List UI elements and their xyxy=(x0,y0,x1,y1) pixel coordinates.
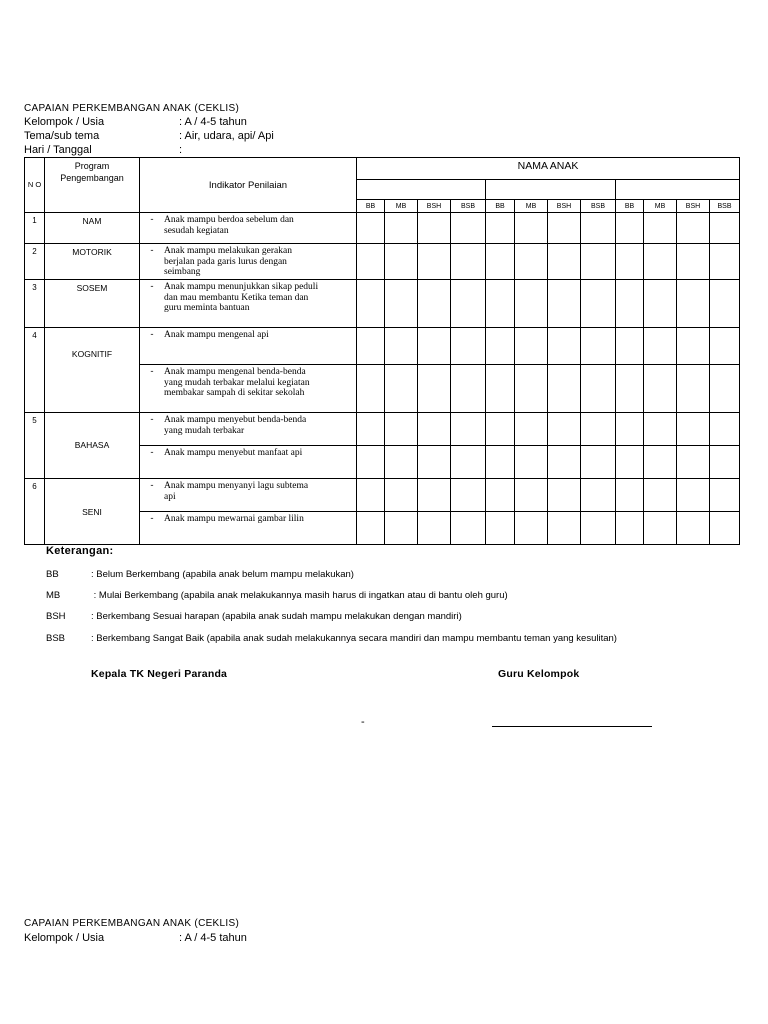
assessment-header-bsb: BSB xyxy=(451,200,486,213)
assessment-cell-bsb[interactable] xyxy=(451,328,486,365)
assessment-cell-bsb[interactable] xyxy=(451,413,486,446)
assessment-cell-bsb[interactable] xyxy=(581,328,616,365)
indicator-text: Anak mampu menyebut manfaat api xyxy=(164,448,303,458)
assessment-cell-bsh[interactable] xyxy=(677,213,710,244)
legend-code-bsb: BSB xyxy=(46,633,66,644)
assessment-cell-bsb[interactable] xyxy=(581,213,616,244)
indicator-cell: - Anak mampu menyebut benda-benda yang mudah terbakar xyxy=(140,413,357,446)
assessment-cell-bb[interactable] xyxy=(616,413,644,446)
assessment-cell-bsh[interactable] xyxy=(677,328,710,365)
assessment-header-bb: BB xyxy=(357,200,385,213)
assessment-cell-bsb[interactable] xyxy=(710,213,740,244)
assessment-cell-bsh[interactable] xyxy=(548,328,581,365)
assessment-cell-bsh[interactable] xyxy=(548,446,581,479)
assessment-cell-bsb[interactable] xyxy=(710,512,740,545)
assessment-cell-bsh[interactable] xyxy=(418,213,451,244)
table-row xyxy=(25,244,740,280)
assessment-cell-mb[interactable] xyxy=(644,213,677,244)
assessment-cell-bsh[interactable] xyxy=(548,280,581,328)
assessment-cell-bb[interactable] xyxy=(616,365,644,413)
assessment-header-bsb: BSB xyxy=(710,200,740,213)
header-no: N O xyxy=(25,158,45,213)
indicator-text: Anak mampu berdoa sebelum dan sesudah kegiatan xyxy=(164,215,294,236)
assessment-cell-bb[interactable] xyxy=(486,479,515,512)
assessment-cell-bsb[interactable] xyxy=(451,479,486,512)
assessment-cell-bsh[interactable] xyxy=(548,213,581,244)
assessment-cell-bb[interactable] xyxy=(616,213,644,244)
assessment-header-bb: BB xyxy=(486,200,515,213)
field-value-hari: : xyxy=(179,144,183,156)
legend-desc-bb: : Belum Berkembang (apabila anak belum mampu melakukan) xyxy=(91,569,354,580)
assessment-cell-bb[interactable] xyxy=(486,512,515,545)
assessment-cell-bsh[interactable] xyxy=(418,479,451,512)
assessment-cell-bsh[interactable] xyxy=(548,512,581,545)
header-nama-anak: NAMA ANAK xyxy=(357,158,740,180)
assessment-cell-bb[interactable] xyxy=(357,213,385,244)
assessment-cell-bsh[interactable] xyxy=(418,280,451,328)
assessment-cell-bsh[interactable] xyxy=(677,244,710,280)
signature-kepala-label: Kepala TK Negeri Paranda xyxy=(91,668,228,680)
assessment-cell-bsh[interactable] xyxy=(548,244,581,280)
field-label-hari: Hari / Tanggal xyxy=(24,144,92,156)
assessment-cell-bb[interactable] xyxy=(486,328,515,365)
assessment-cell-bsh[interactable] xyxy=(418,365,451,413)
assessment-cell-bb[interactable] xyxy=(357,365,385,413)
field-value-tema: : Air, udara, api/ Api xyxy=(179,130,274,142)
program-label: BAHASA xyxy=(45,413,140,479)
assessment-cell-bsh[interactable] xyxy=(677,365,710,413)
assessment-header-bsh: BSH xyxy=(548,200,581,213)
indicator-text: Anak mampu menyanyi lagu subtema api xyxy=(164,481,309,502)
table-row xyxy=(25,413,740,446)
program-label: KOGNITIF xyxy=(45,328,140,413)
footer-field-value: : A / 4-5 tahun xyxy=(179,932,247,944)
assessment-cell-mb[interactable] xyxy=(515,446,548,479)
assessment-cell-bb[interactable] xyxy=(616,512,644,545)
assessment-header-bb: BB xyxy=(616,200,644,213)
assessment-cell-mb[interactable] xyxy=(644,365,677,413)
signature-guru-label: Guru Kelompok xyxy=(498,668,580,680)
assessment-cell-bsb[interactable] xyxy=(710,479,740,512)
table-row xyxy=(25,213,740,244)
assessment-cell-mb[interactable] xyxy=(515,213,548,244)
indicator-cell: - Anak mampu menyebut manfaat api xyxy=(140,446,357,479)
row-number: 4 xyxy=(25,328,45,413)
assessment-cell-bb[interactable] xyxy=(357,244,385,280)
assessment-header-mb: MB xyxy=(515,200,548,213)
assessment-header-bsb: BSB xyxy=(581,200,616,213)
assessment-cell-bb[interactable] xyxy=(616,446,644,479)
assessment-cell-bsb[interactable] xyxy=(451,512,486,545)
assessment-cell-bb[interactable] xyxy=(486,413,515,446)
assessment-cell-bsh[interactable] xyxy=(548,365,581,413)
assessment-cell-bsb[interactable] xyxy=(451,244,486,280)
assessment-cell-mb[interactable] xyxy=(515,365,548,413)
assessment-cell-bsh[interactable] xyxy=(418,512,451,545)
assessment-cell-bb[interactable] xyxy=(357,280,385,328)
assessment-header-mb: MB xyxy=(385,200,418,213)
assessment-cell-mb[interactable] xyxy=(644,446,677,479)
assessment-cell-mb[interactable] xyxy=(385,512,418,545)
assessment-cell-bsb[interactable] xyxy=(710,280,740,328)
assessment-cell-bsh[interactable] xyxy=(677,413,710,446)
assessment-cell-mb[interactable] xyxy=(515,280,548,328)
program-label: SENI xyxy=(45,479,140,545)
assessment-cell-mb[interactable] xyxy=(385,365,418,413)
assessment-header-mb: MB xyxy=(644,200,677,213)
assessment-cell-mb[interactable] xyxy=(644,413,677,446)
assessment-cell-bsh[interactable] xyxy=(548,413,581,446)
indicator-text: Anak mampu melakukan gerakan berjalan pada garis lurus dengan seimbang xyxy=(164,246,292,277)
program-label: MOTORIK xyxy=(45,244,140,280)
assessment-cell-bb[interactable] xyxy=(357,413,385,446)
assessment-cell-bb[interactable] xyxy=(486,446,515,479)
assessment-header-bsh: BSH xyxy=(677,200,710,213)
assessment-cell-bsh[interactable] xyxy=(418,446,451,479)
assessment-cell-bsb[interactable] xyxy=(451,280,486,328)
indicator-cell: - Anak mampu menunjukkan sikap peduli dan mau membantu Ketika teman dan guru meminta bantuan xyxy=(140,280,357,328)
assessment-cell-bsh[interactable] xyxy=(418,413,451,446)
legend-code-bsh: BSH xyxy=(46,611,66,622)
assessment-cell-mb[interactable] xyxy=(515,244,548,280)
assessment-cell-mb[interactable] xyxy=(644,479,677,512)
indicator-cell: - Anak mampu menyanyi lagu subtema api xyxy=(140,479,357,512)
field-label-kelompok: Kelompok / Usia xyxy=(24,116,105,128)
assessment-cell-bb[interactable] xyxy=(616,328,644,365)
assessment-cell-bsb[interactable] xyxy=(451,446,486,479)
assessment-cell-bsb[interactable] xyxy=(581,479,616,512)
indicator-text: Anak mampu mewarnai gambar lilin xyxy=(164,514,304,524)
header-program: Program Pengembangan xyxy=(45,158,140,213)
assessment-cell-mb[interactable] xyxy=(385,413,418,446)
assessment-cell-bsh[interactable] xyxy=(418,328,451,365)
assessment-cell-bsh[interactable] xyxy=(677,280,710,328)
indicator-text: Anak mampu menyebut benda-benda yang mudah terbakar xyxy=(164,415,307,436)
assessment-cell-bb[interactable] xyxy=(486,280,515,328)
row-number: 5 xyxy=(25,413,45,479)
assessment-cell-bsb[interactable] xyxy=(581,413,616,446)
assessment-cell-bsb[interactable] xyxy=(710,446,740,479)
assessment-cell-bb[interactable] xyxy=(357,446,385,479)
assessment-cell-bsb[interactable] xyxy=(451,213,486,244)
assessment-cell-bsb[interactable] xyxy=(581,512,616,545)
legend-heading: Keterangan: xyxy=(46,545,114,557)
assessment-cell-mb[interactable] xyxy=(644,328,677,365)
assessment-cell-mb[interactable] xyxy=(385,213,418,244)
program-label: SOSEM xyxy=(45,280,140,328)
table-row xyxy=(25,479,740,512)
assessment-cell-bsh[interactable] xyxy=(677,512,710,545)
table-row xyxy=(25,280,740,328)
assessment-cell-bsb[interactable] xyxy=(710,413,740,446)
footer-field-label: Kelompok / Usia xyxy=(24,932,105,944)
document-title: CAPAIAN PERKEMBANGAN ANAK (CEKLIS) xyxy=(24,103,240,114)
indicator-cell: - Anak mampu mengenal api xyxy=(140,328,357,365)
assessment-cell-bb[interactable] xyxy=(486,244,515,280)
indicator-cell: - Anak mampu berdoa sebelum dan sesudah kegiatan xyxy=(140,213,357,244)
assessment-cell-bb[interactable] xyxy=(357,512,385,545)
assessment-cell-bb[interactable] xyxy=(486,213,515,244)
assessment-cell-bsb[interactable] xyxy=(581,244,616,280)
legend-desc-bsh: : Berkembang Sesuai harapan (apabila anak sudah mampu melakukan dengan mandiri) xyxy=(91,611,462,622)
assessment-cell-bsb[interactable] xyxy=(710,244,740,280)
indicator-cell: - Anak mampu mewarnai gambar lilin xyxy=(140,512,357,545)
footer-title: CAPAIAN PERKEMBANGAN ANAK (CEKLIS) xyxy=(24,918,240,929)
assessment-cell-bsh[interactable] xyxy=(418,244,451,280)
assessment-cell-mb[interactable] xyxy=(644,244,677,280)
legend-desc-bsb: : Berkembang Sangat Baik (apabila anak sudah melakukannya secara mandiri dan mampu membantu teman yang kesulitan) xyxy=(91,633,617,644)
assessment-cell-bsb[interactable] xyxy=(710,365,740,413)
assessment-cell-mb[interactable] xyxy=(515,512,548,545)
indicator-text: Anak mampu mengenal benda-benda yang mudah terbakar melalui kegiatan membakar sampah di sekitar sekolah xyxy=(164,367,310,398)
assessment-cell-mb[interactable] xyxy=(385,280,418,328)
table-row xyxy=(25,328,740,365)
assessment-header-bsh: BSH xyxy=(418,200,451,213)
assessment-cell-bsb[interactable] xyxy=(581,280,616,328)
checklist-table xyxy=(24,157,740,545)
assessment-cell-bb[interactable] xyxy=(616,244,644,280)
assessment-cell-bsb[interactable] xyxy=(451,365,486,413)
signature-kepala-dash: - xyxy=(361,716,365,728)
assessment-cell-mb[interactable] xyxy=(644,512,677,545)
field-value-kelompok: : A / 4-5 tahun xyxy=(179,116,247,128)
assessment-cell-mb[interactable] xyxy=(644,280,677,328)
assessment-cell-bsh[interactable] xyxy=(677,479,710,512)
indicator-cell: - Anak mampu melakukan gerakan berjalan pada garis lurus dengan seimbang xyxy=(140,244,357,280)
program-label: NAM xyxy=(45,213,140,244)
row-number: 6 xyxy=(25,479,45,545)
assessment-cell-mb[interactable] xyxy=(385,479,418,512)
assessment-cell-bb[interactable] xyxy=(616,280,644,328)
assessment-cell-mb[interactable] xyxy=(515,328,548,365)
assessment-cell-mb[interactable] xyxy=(385,244,418,280)
assessment-cell-bsb[interactable] xyxy=(581,365,616,413)
student-name-cell-2[interactable] xyxy=(486,180,616,200)
legend-code-mb: MB xyxy=(46,590,61,601)
assessment-cell-bsh[interactable] xyxy=(677,446,710,479)
row-number: 3 xyxy=(25,280,45,328)
signature-guru-line xyxy=(492,726,652,727)
assessment-cell-mb[interactable] xyxy=(515,413,548,446)
indicator-cell: - Anak mampu mengenal benda-benda yang mudah terbakar melalui kegiatan membakar sampah di sekitar sekolah xyxy=(140,365,357,413)
assessment-cell-bb[interactable] xyxy=(486,365,515,413)
indicator-text: Anak mampu menunjukkan sikap peduli dan mau membantu Ketika teman dan guru meminta bantuan xyxy=(164,282,319,313)
assessment-cell-bsb[interactable] xyxy=(581,446,616,479)
legend-desc-mb: : Mulai Berkembang (apabila anak melakukannya masih harus di ingatkan atau di bantu oleh guru) xyxy=(91,590,508,601)
student-name-cell-3[interactable] xyxy=(616,180,740,200)
legend-code-bb: BB xyxy=(46,569,59,580)
student-name-cell-1[interactable] xyxy=(357,180,486,200)
assessment-cell-bb[interactable] xyxy=(616,479,644,512)
assessment-cell-bsb[interactable] xyxy=(710,328,740,365)
field-label-tema: Tema/sub tema xyxy=(24,130,100,142)
assessment-cell-mb[interactable] xyxy=(385,328,418,365)
header-indikator: Indikator Penilaian xyxy=(140,158,357,213)
assessment-cell-mb[interactable] xyxy=(515,479,548,512)
assessment-cell-mb[interactable] xyxy=(385,446,418,479)
row-number: 2 xyxy=(25,244,45,280)
assessment-cell-bsh[interactable] xyxy=(548,479,581,512)
assessment-cell-bb[interactable] xyxy=(357,479,385,512)
row-number: 1 xyxy=(25,213,45,244)
indicator-text: Anak mampu mengenal api xyxy=(164,330,269,340)
assessment-cell-bb[interactable] xyxy=(357,328,385,365)
